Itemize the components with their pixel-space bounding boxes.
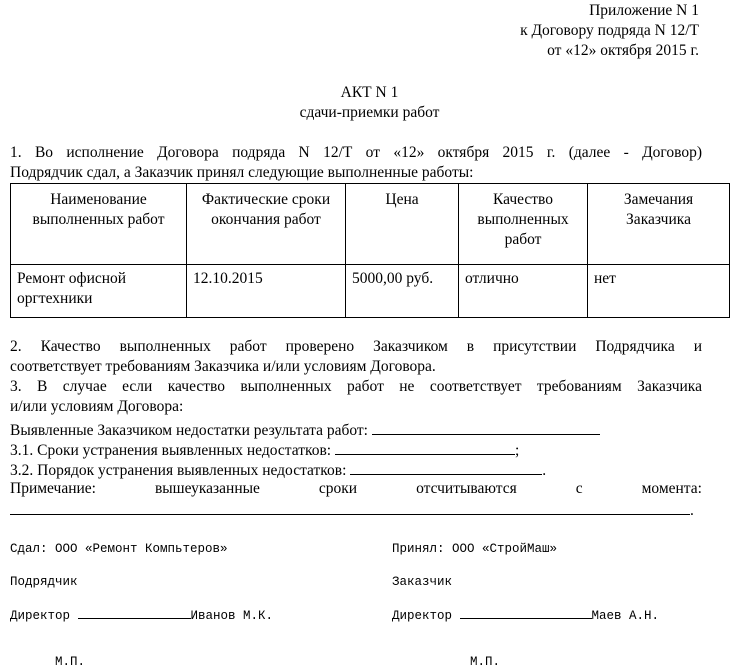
table-row	[11, 265, 730, 318]
customer-signature-row	[392, 607, 659, 623]
note-blank-line	[10, 500, 690, 515]
cell-quality: отлично	[459, 265, 588, 318]
note-row	[10, 480, 702, 498]
header-work-name: Наименование выполненных работ	[11, 184, 187, 265]
customer-name: Маев А.Н.	[591, 609, 660, 623]
appendix-line-1: Приложение N 1	[589, 2, 699, 19]
item-3-1-blank-line	[335, 440, 515, 455]
document-subtitle: сдачи-приемки работ	[299, 104, 440, 121]
cell-price: 5000,00 руб.	[346, 265, 459, 318]
paragraph-2-line-2: соответствует требованиям Заказчика и/или условиям Договора.	[10, 358, 436, 375]
defects-row	[10, 420, 600, 440]
cell-actual-date: 12.10.2015	[187, 265, 346, 318]
customer-signature-line	[460, 607, 592, 619]
cell-remarks: нет	[588, 265, 730, 318]
header-actual-dates: Фактические сроки окончания работ	[187, 184, 346, 265]
defects-blank-line	[372, 420, 600, 435]
note-word: момента:	[641, 480, 702, 497]
document-title: АКТ N 1	[340, 84, 399, 101]
item-3-1-row	[10, 440, 519, 460]
paragraph-1-line-2: Подрядчик сдал, а Заказчик принял следующие выполненные работы:	[10, 164, 474, 181]
cell-work-name: Ремонт офисной оргтехники	[11, 265, 187, 318]
contractor-signature-row	[10, 607, 273, 623]
contractor-name: Иванов М.К.	[190, 609, 274, 623]
header-price: Цена	[346, 184, 459, 265]
works-table	[10, 183, 730, 318]
note-end: .	[690, 502, 694, 519]
item-3-2-row	[10, 460, 546, 480]
paragraph-1-line-1: 1. Во исполнение Договора подряда N 12/Т от «12» октября 2015 г. (далее - Договор)	[10, 144, 702, 161]
note-blank-row	[10, 500, 694, 520]
header-quality: Качество выполненных работ	[459, 184, 588, 265]
customer-role: Заказчик	[392, 575, 453, 589]
table-header-row	[11, 184, 730, 265]
contractor-stamp: М.П.	[55, 655, 86, 669]
paragraph-3-line-1: 3. В случае если качество выполненных работ не соответствует требованиям Заказчика	[10, 378, 702, 395]
note-word: Примечание:	[10, 480, 96, 497]
paragraph-2-line-1: 2. Качество выполненных работ проверено Заказчиком в присутствии Подрядчика и	[10, 338, 702, 355]
customer-stamp: М.П.	[470, 655, 501, 669]
defects-label: Выявленные Заказчиком недостатки результата работ:	[10, 422, 368, 439]
contractor-signature-line	[78, 607, 191, 619]
item-3-1-label: 3.1. Сроки устранения выявленных недостатков:	[10, 442, 332, 459]
note-word: отсчитываются	[416, 480, 517, 497]
customer-handed: Принял: ООО «СтройМаш»	[392, 542, 558, 556]
note-word: с	[575, 480, 583, 497]
contractor-role: Подрядчик	[10, 575, 78, 589]
appendix-line-2: к Договору подряда N 12/Т	[520, 22, 699, 39]
item-3-1-end: ;	[514, 442, 520, 459]
note-word: вышеуказанные	[154, 480, 260, 497]
item-3-2-end: .	[542, 462, 547, 479]
contractor-handed: Сдал: ООО «Ремонт Компьтеров»	[10, 542, 228, 556]
appendix-line-3: от «12» октября 2015 г.	[547, 42, 699, 59]
contractor-position: Директор	[10, 609, 71, 623]
customer-position: Директор	[392, 609, 453, 623]
item-3-2-blank-line	[350, 460, 542, 475]
paragraph-3-line-2: и/или условиям Договора:	[10, 398, 184, 415]
item-3-2-label: 3.2. Порядок устранения выявленных недостатков:	[10, 462, 347, 479]
note-word: сроки	[318, 480, 358, 497]
header-customer-remarks: Замечания Заказчика	[588, 184, 730, 265]
